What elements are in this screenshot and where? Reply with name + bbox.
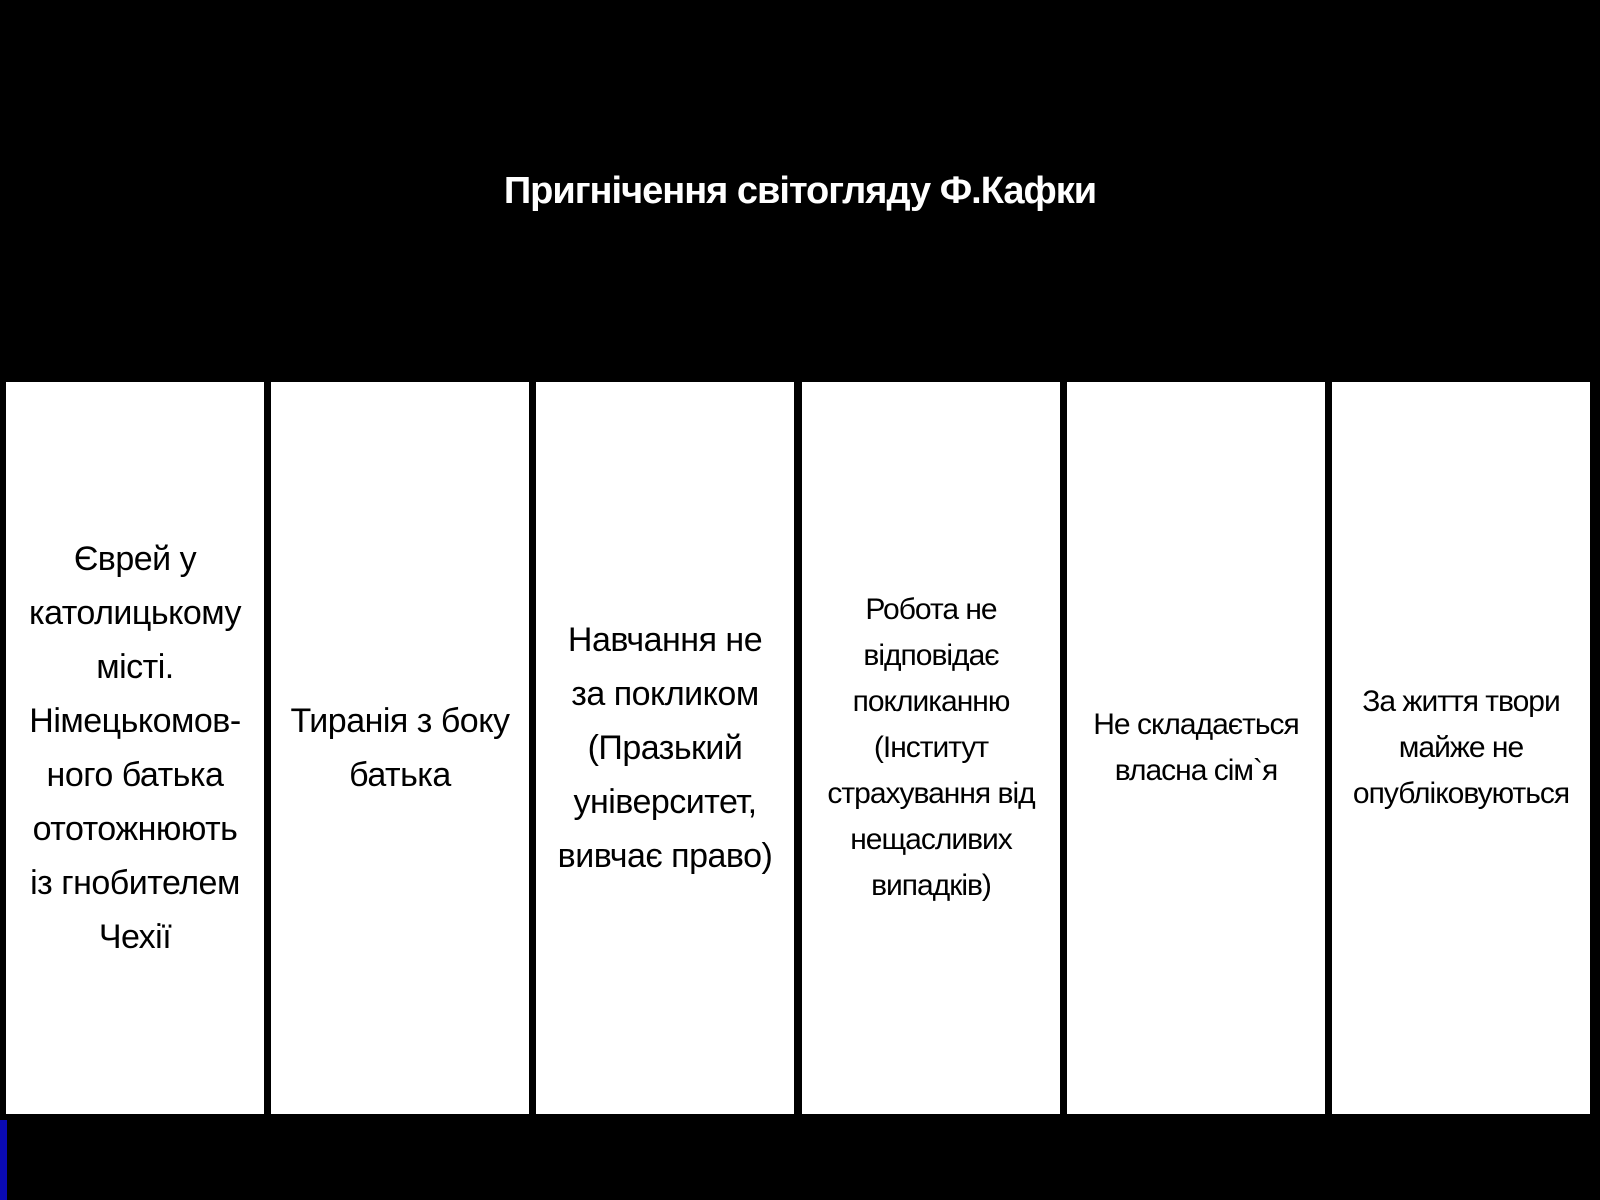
cause-box-study — [536, 382, 794, 1114]
cause-box-text: За життя твори майже не опубліковуються — [1352, 685, 1570, 810]
cause-box-text: Тиранія з боку батька — [290, 702, 510, 794]
cause-box-family — [1067, 382, 1325, 1114]
cause-boxes — [6, 382, 1594, 1114]
cause-box-text: Навчання не за покликом (Празький університет, вивчає право) — [557, 621, 773, 875]
cause-box-publications — [1332, 382, 1590, 1114]
accent-bar — [0, 1120, 7, 1200]
cause-box-text: Робота не відповідає покликанню (Інститут страхування від нещасливих випадків) — [827, 593, 1035, 902]
slide-title: Пригнічення світогляду Ф.Кафки — [503, 170, 1097, 212]
cause-box-father-tyranny — [271, 382, 529, 1114]
cause-box-text: Єврей у католицькому місті. Німецькомов- ного батька ототожнюють із гнобителем Чехії — [28, 540, 242, 956]
cause-box-text: Не складається власна сім`я — [1093, 708, 1299, 787]
cause-box-work — [802, 382, 1060, 1114]
cause-box-jewish-in-catholic-city — [6, 382, 264, 1114]
